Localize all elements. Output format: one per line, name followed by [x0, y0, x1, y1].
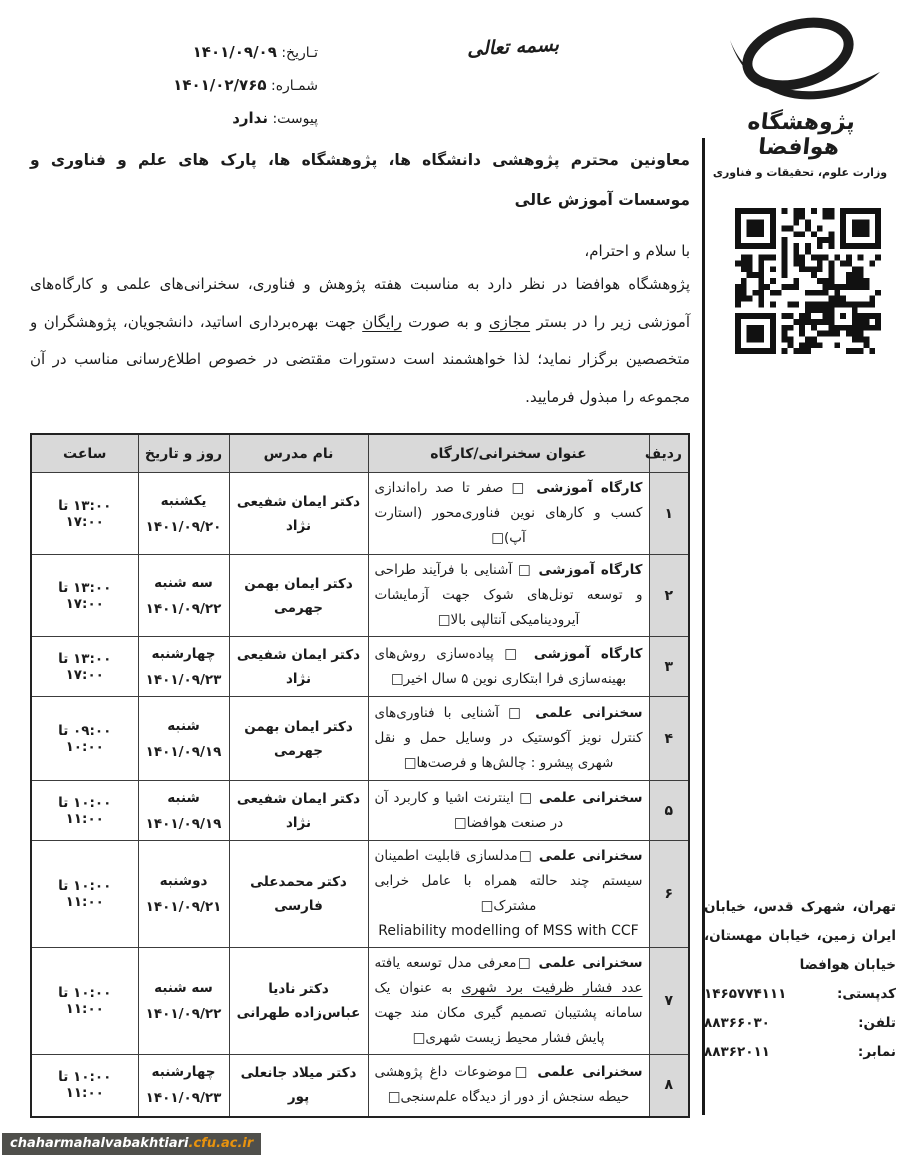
schedule-row	[31, 948, 689, 1055]
footer-link-suffix: .cfu.ac.ir	[188, 1136, 254, 1151]
time-cell: ۱۰:۰۰ تا ۱۱:۰۰	[31, 841, 138, 948]
row-number-cell: ۸	[649, 1055, 689, 1117]
day-text: چهارشنبه	[151, 1064, 216, 1081]
org-logo-block	[706, 14, 894, 179]
text-segment: مجازی	[488, 312, 531, 331]
text-segment: □مدلسازی قابلیت اطمینان سیستم چند حالته همراه با عامل خرابی مشترک□	[374, 848, 643, 914]
schedule-row	[31, 781, 689, 841]
text-segment: و به صورت	[401, 312, 489, 331]
row-number-cell: ۵	[649, 781, 689, 841]
title-cell	[368, 555, 649, 637]
title-cell	[368, 697, 649, 781]
text-segment: سخنرانی علمی	[530, 1064, 643, 1081]
time-cell: ۱۰:۰۰ تا ۱۱:۰۰	[31, 1055, 138, 1117]
text-segment: پژوهشگاه هوافضا در نظر دارد به مناسبت هفته پژوهش و فناوری، سخنرانی‌های علمی و کارگاه‌های آموزشی زیر را در بستر	[30, 275, 690, 331]
text-segment: □ آشنایی با فرآیند طراحی و توسعه تونل‌های شوک جهت آزمایشات آیرودینامیکی آنتالپی بالا□	[374, 562, 643, 628]
recipient-line-2: موسسات آموزش عالی	[514, 191, 690, 209]
day-text: یکشنبه	[160, 492, 207, 509]
address-block	[704, 893, 896, 1067]
schedule-row	[31, 697, 689, 781]
instructor-cell: دکتر محمدعلی فارسی	[229, 841, 368, 948]
attachment-value: ندارد	[232, 109, 268, 127]
number-line	[28, 69, 318, 102]
row-number-cell: ۲	[649, 555, 689, 637]
text-segment: عدد فشار ظرفیت برد شهری	[461, 980, 643, 996]
schedule-row	[31, 473, 689, 555]
date-value: ۱۴۰۱/۰۹/۰۹	[192, 43, 277, 61]
day-text: دوشنبه	[159, 873, 208, 889]
text-segment: سخنرانی علمی	[533, 789, 643, 806]
row-number-cell: ۷	[649, 948, 689, 1055]
text-segment: جهت بهره‌برداری اساتید، دانشجویان، پژوهشگران و متخصصین برگزار نماید؛ لذا خواهشمند است دستورات مقتضی در خصوص اطلاع‌رسانی مناسب در آن مجموعه را مبذول فرمایید.	[30, 312, 690, 406]
day-text: شنبه	[167, 717, 200, 734]
day-date-cell	[138, 555, 229, 637]
date-text: ۱۴۰۱/۰۹/۱۹	[145, 815, 222, 832]
time-cell: ۱۳:۰۰ تا ۱۷:۰۰	[31, 473, 138, 555]
org-name: پژوهشگاه هوافضا	[746, 110, 857, 160]
instructor-cell: دکتر ایمان بهمن جهرمی	[229, 555, 368, 637]
day-date-cell	[138, 697, 229, 781]
body-paragraph	[30, 266, 690, 416]
qr-code	[735, 208, 881, 354]
row-number-cell: ۳	[649, 637, 689, 697]
salutation: با سلام و احترام،	[584, 242, 690, 260]
day-date-cell	[138, 473, 229, 555]
text-segment: به عنوان یک سامانه پشتیبان تصمیم گیری مکان مند جهت پایش فشار محیط زیست شهری□	[374, 980, 643, 1046]
attachment-label: پیوست:	[272, 111, 318, 127]
day-date-cell	[138, 1055, 229, 1117]
title-cell	[368, 473, 649, 555]
date-text: ۱۴۰۱/۰۹/۱۹	[145, 743, 222, 760]
title-cell	[368, 781, 649, 841]
date-text: ۱۴۰۱/۰۹/۲۲	[145, 1006, 222, 1022]
recipient-line-1: معاونین محترم پژوهشی دانشگاه ها، پژوهشگاه ها، پارک های علم و فناوری و	[30, 151, 690, 169]
text-segment: کارگاه آموزشی	[523, 645, 643, 662]
text-segment: □ صفر تا صد راه‌اندازی کسب و کارهای نوین فناوری‌محور (استارت آپ)□	[374, 480, 643, 546]
time-cell: ۱۳:۰۰ تا ۱۷:۰۰	[31, 637, 138, 697]
org-subtitle: وزارت علوم، تحقیقات و فناوری	[712, 166, 888, 179]
contact-line: نمابر: ۸۸۳۶۲۰۱۱	[704, 1044, 896, 1060]
time-cell: ۰۹:۰۰ تا ۱۰:۰۰	[31, 697, 138, 781]
date-text: ۱۴۰۱/۰۹/۲۰	[145, 518, 222, 535]
text-segment: □ پیاده‌سازی روش‌های بهینه‌سازی فرا ابتکاری نوین ۵ سال اخیر□	[374, 645, 627, 687]
date-text: ۱۴۰۱/۰۹/۲۲	[145, 600, 222, 617]
letterhead-meta	[28, 36, 318, 135]
schedule-row	[31, 555, 689, 637]
time-cell: ۱۰:۰۰ تا ۱۱:۰۰	[31, 948, 138, 1055]
text-segment: □معرفی مدل توسعه یافته	[374, 955, 533, 971]
text-segment: □ آشنایی با فناوری‌های کنترل نویز آکوستیک در وسایل حمل و نقل شهری پیشرو : چالش‌ها و فرصت‌ها□	[374, 705, 643, 771]
text-segment: Reliability modelling of MSS with CCF	[378, 923, 639, 939]
title-cell	[368, 637, 649, 697]
text-segment: کارگاه آموزشی	[527, 480, 643, 496]
schedule-table-body	[31, 473, 689, 1117]
header-time: ساعت	[31, 434, 138, 473]
table-header-row	[31, 434, 689, 473]
day-text: سه شنبه	[154, 574, 213, 591]
time-cell: ۱۰:۰۰ تا ۱۱:۰۰	[31, 781, 138, 841]
recipient-heading	[30, 140, 690, 220]
address-text: تهران، شهرک قدس، خیابان ایران زمین، خیابان مهستان، خیابان هوافضا	[704, 899, 896, 973]
footer-link[interactable]	[2, 1133, 261, 1155]
date-text: ۱۴۰۱/۰۹/۲۳	[145, 671, 222, 688]
instructor-cell: دکتر ایمان شفیعی نژاد	[229, 781, 368, 841]
attachment-line	[28, 102, 318, 135]
schedule-row	[31, 841, 689, 948]
date-text: ۱۴۰۱/۰۹/۲۱	[145, 899, 222, 915]
day-text: چهارشنبه	[151, 645, 216, 662]
instructor-cell: دکتر ایمان شفیعی نژاد	[229, 637, 368, 697]
besmellah-text: بسمه تعالی	[466, 33, 560, 61]
instructor-cell: دکتر ایمان بهمن جهرمی	[229, 697, 368, 781]
instructor-cell: دکتر میلاد جانعلی پور	[229, 1055, 368, 1117]
time-cell: ۱۳:۰۰ تا ۱۷:۰۰	[31, 555, 138, 637]
row-number-cell: ۱	[649, 473, 689, 555]
header-row-number: ردیف	[649, 434, 689, 473]
instructor-cell: دکتر نادیا عباس‌زاده طهرانی	[229, 948, 368, 1055]
contact-lines	[704, 980, 896, 1067]
date-label: تـاریخ:	[281, 45, 318, 61]
instructor-cell: دکتر ایمان شفیعی نژاد	[229, 473, 368, 555]
footer-link-main: chaharmahalvabakhtiari	[10, 1136, 189, 1151]
text-segment: سخنرانی علمی	[525, 705, 643, 721]
text-segment: رایگان	[362, 312, 402, 331]
text-segment: سخنرانی علمی	[532, 955, 643, 971]
number-label: شمـاره:	[270, 78, 318, 94]
letter-main	[30, 140, 690, 1118]
day-text: سه شنبه	[154, 980, 213, 996]
number-value: ۱۴۰۱/۰۲/۷۶۵	[173, 76, 267, 94]
text-segment: کارگاه آموزشی	[532, 562, 643, 578]
day-date-cell	[138, 637, 229, 697]
day-text: شنبه	[167, 789, 200, 806]
row-number-cell: ۶	[649, 841, 689, 948]
day-date-cell	[138, 781, 229, 841]
schedule-row	[31, 637, 689, 697]
day-date-cell	[138, 841, 229, 948]
text-segment: □ اینترنت اشیا و کاربرد آن در صنعت هوافضا□	[374, 789, 564, 831]
text-segment: □موضوعات داغ پژوهشی حیطه سنجش از دور از دیدگاه علم‌سنجی□	[374, 1064, 630, 1106]
title-cell	[368, 841, 649, 948]
contact-line: تلفن: ۸۸۳۶۶۰۳۰	[704, 1015, 896, 1031]
schedule-row	[31, 1055, 689, 1117]
contact-line: کدپستی: ۱۴۶۵۷۷۴۱۱۱	[704, 986, 896, 1002]
date-text: ۱۴۰۱/۰۹/۲۳	[145, 1090, 222, 1107]
title-cell	[368, 1055, 649, 1117]
header-title: عنوان سخنرانی/کارگاه	[368, 434, 649, 473]
row-number-cell: ۴	[649, 697, 689, 781]
day-date-cell	[138, 948, 229, 1055]
text-segment: سخنرانی علمی	[532, 848, 643, 864]
schedule-table	[30, 433, 690, 1118]
header-instructor: نام مدرس	[229, 434, 368, 473]
date-line	[28, 36, 318, 69]
header-day-date: روز و تاریخ	[138, 434, 229, 473]
title-cell	[368, 948, 649, 1055]
